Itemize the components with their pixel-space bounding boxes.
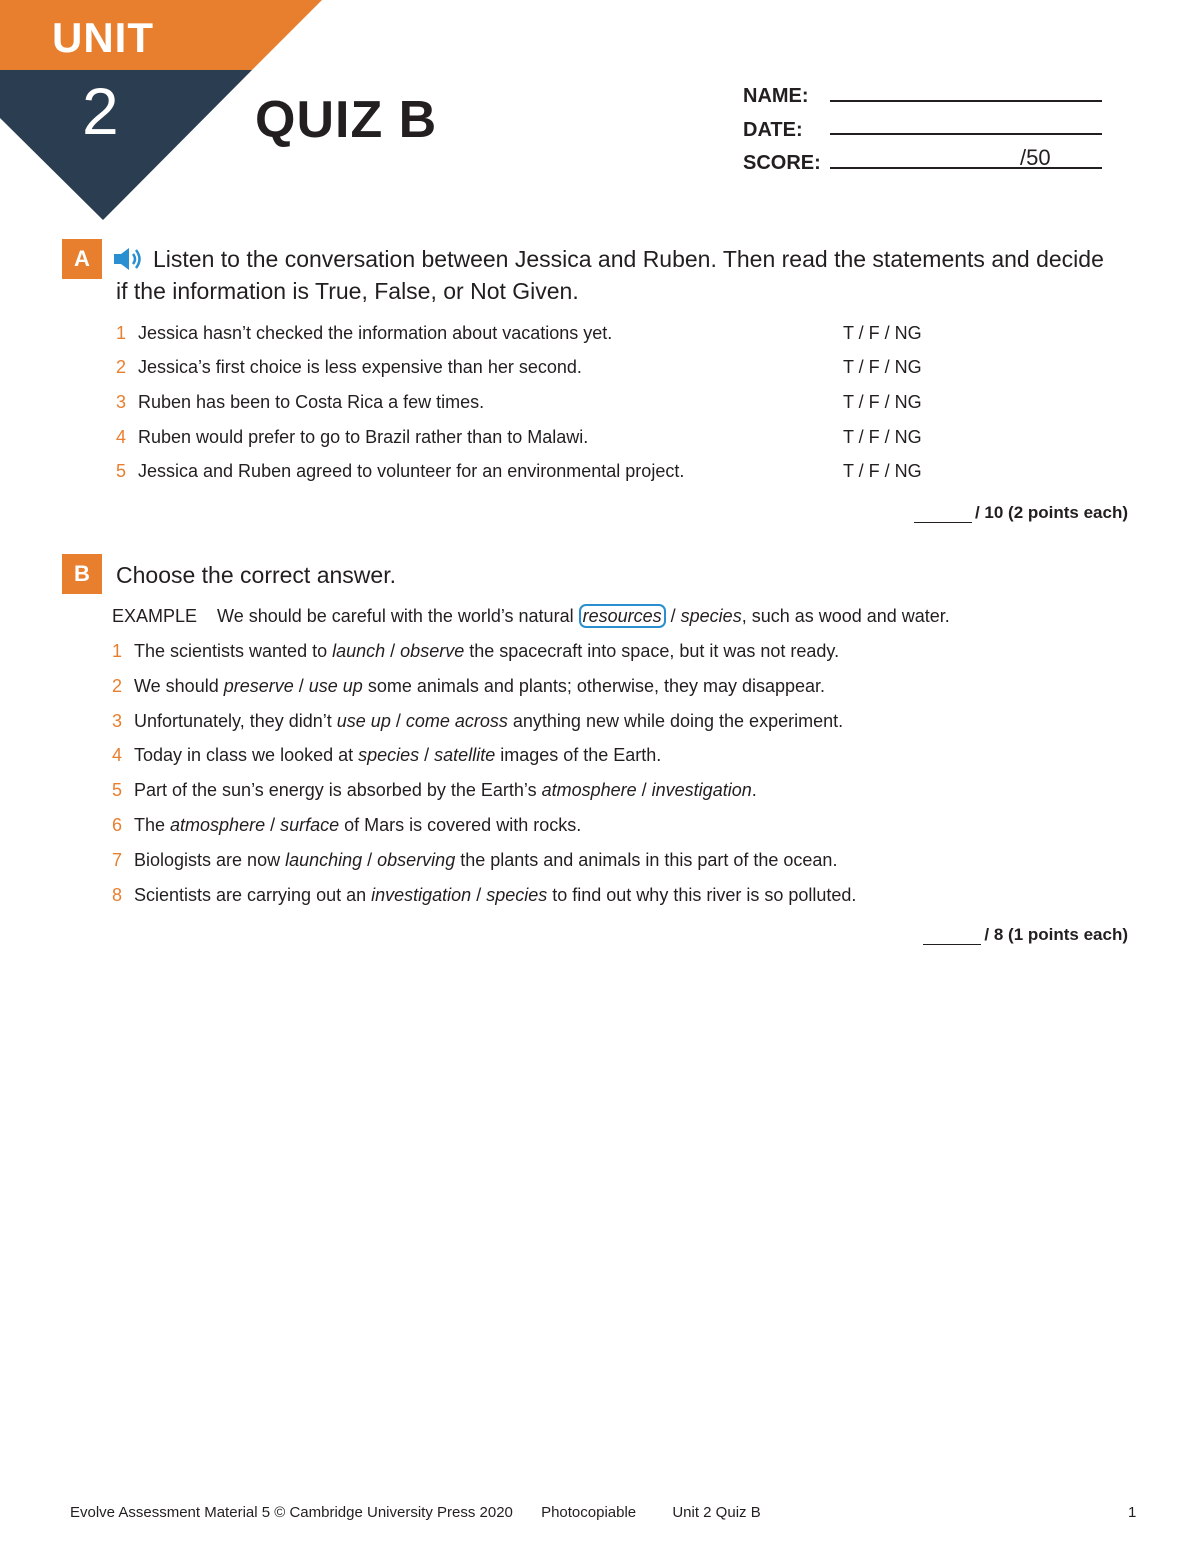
tfng-options[interactable]: T / F / NG <box>843 427 922 447</box>
date-label: DATE: <box>743 119 803 141</box>
score-blank[interactable] <box>923 930 981 945</box>
list-item: 2 We should preserve / use up some animals and plants; otherwise, they may disappear. <box>112 676 826 696</box>
list-item: 1 The scientists wanted to launch / observe the spacecraft into space, but it was not ready. <box>112 641 840 661</box>
choice-option[interactable]: atmosphere <box>170 815 266 835</box>
name-label: NAME: <box>743 85 809 107</box>
choice-option[interactable]: use up <box>336 711 391 731</box>
list-item <box>116 357 582 378</box>
tfng-options[interactable]: T / F / NG <box>843 357 922 377</box>
name-field[interactable] <box>830 100 1102 102</box>
choice-option[interactable]: launching <box>285 850 363 870</box>
list-item <box>116 461 684 482</box>
footer <box>70 1504 761 1521</box>
list-item: 3 Unfortunately, they didn’t use up / come across anything new while doing the experiment. <box>112 711 844 731</box>
item-number: 4 <box>116 427 127 447</box>
item-number: 3 <box>116 392 127 412</box>
section-a-badge: A <box>62 239 102 279</box>
quiz-title: QUIZ B <box>255 91 438 149</box>
choice-option[interactable]: preserve <box>223 676 294 696</box>
unit-number: 2 <box>82 74 119 148</box>
section-a-points: / 10 (2 points each) <box>914 503 1128 523</box>
score-max: /50 <box>1020 145 1051 170</box>
score-blank[interactable] <box>914 508 972 523</box>
page-number: 1 <box>1128 1504 1137 1521</box>
choice-option[interactable]: launch <box>332 641 386 661</box>
choice-option[interactable]: atmosphere <box>541 780 637 800</box>
list-item <box>116 392 484 413</box>
item-number: 5 <box>116 461 127 481</box>
date-field[interactable] <box>830 133 1102 135</box>
list-item: 8 Scientists are carrying out an investigation / species to find out why this river is so polluted. <box>112 885 857 905</box>
score-label: SCORE: <box>743 152 821 174</box>
tfng-options[interactable]: T / F / NG <box>843 323 922 343</box>
choice-option[interactable]: come across <box>405 711 508 731</box>
section-a-instruction: Listen to the conversation between Jessica and Ruben. Then read the statements and decide if the information is True, False, or Not Given. <box>116 246 1104 304</box>
statement-text: Ruben has been to Costa Rica a few times. <box>138 392 485 412</box>
section-b-badge: B <box>62 554 102 594</box>
tfng-options[interactable]: T / F / NG <box>843 392 922 412</box>
list-item <box>116 427 588 448</box>
tfng-options[interactable]: T / F / NG <box>843 461 922 481</box>
choice-option[interactable]: investigation <box>371 885 472 905</box>
choice-option[interactable]: surface <box>280 815 340 835</box>
statement-text: Jessica hasn’t checked the information about vacations yet. <box>138 323 613 343</box>
statement-text: Jessica’s first choice is less expensive than her second. <box>138 357 582 377</box>
list-item: 7 Biologists are now launching / observing the plants and animals in this part of the ocean. <box>112 850 838 870</box>
choice-option[interactable]: observe <box>400 641 465 661</box>
section-b-points: / 8 (1 points each) <box>923 925 1128 945</box>
list-item: 5 Part of the sun’s energy is absorbed by the Earth’s atmosphere / investigation. <box>112 780 757 800</box>
footer-copyright: Evolve Assessment Material 5 © Cambridge University Press 2020 <box>70 1504 513 1521</box>
list-item <box>116 323 612 344</box>
unit-label: UNIT <box>52 14 154 61</box>
example-item: EXAMPLE We should be careful with the world’s natural resources / species, such as wood and water. <box>112 606 950 626</box>
statement-text: Jessica and Ruben agreed to volunteer for an environmental project. <box>138 461 685 481</box>
item-number: 2 <box>116 357 127 377</box>
choice-option[interactable]: use up <box>308 676 363 696</box>
list-item: 6 The atmosphere / surface of Mars is covered with rocks. <box>112 815 582 835</box>
choice-option[interactable]: investigation <box>651 780 752 800</box>
footer-photocopiable: Photocopiable <box>541 1504 637 1521</box>
score-field[interactable] <box>830 167 1102 169</box>
choice-option[interactable]: satellite <box>434 745 496 765</box>
footer-unit-quiz: Unit 2 Quiz B <box>672 1504 761 1521</box>
example-label: EXAMPLE <box>112 606 198 626</box>
example-answer: resources <box>579 604 666 628</box>
choice-option[interactable]: observing <box>377 850 456 870</box>
choice-option[interactable]: species <box>486 885 548 905</box>
choice-option[interactable]: species <box>358 745 420 765</box>
item-number: 1 <box>116 323 127 343</box>
statement-text: Ruben would prefer to go to Brazil rather than to Malawi. <box>138 427 589 447</box>
section-b-instruction: Choose the correct answer. <box>116 562 396 588</box>
list-item: 4 Today in class we looked at species / satellite images of the Earth. <box>112 745 662 765</box>
